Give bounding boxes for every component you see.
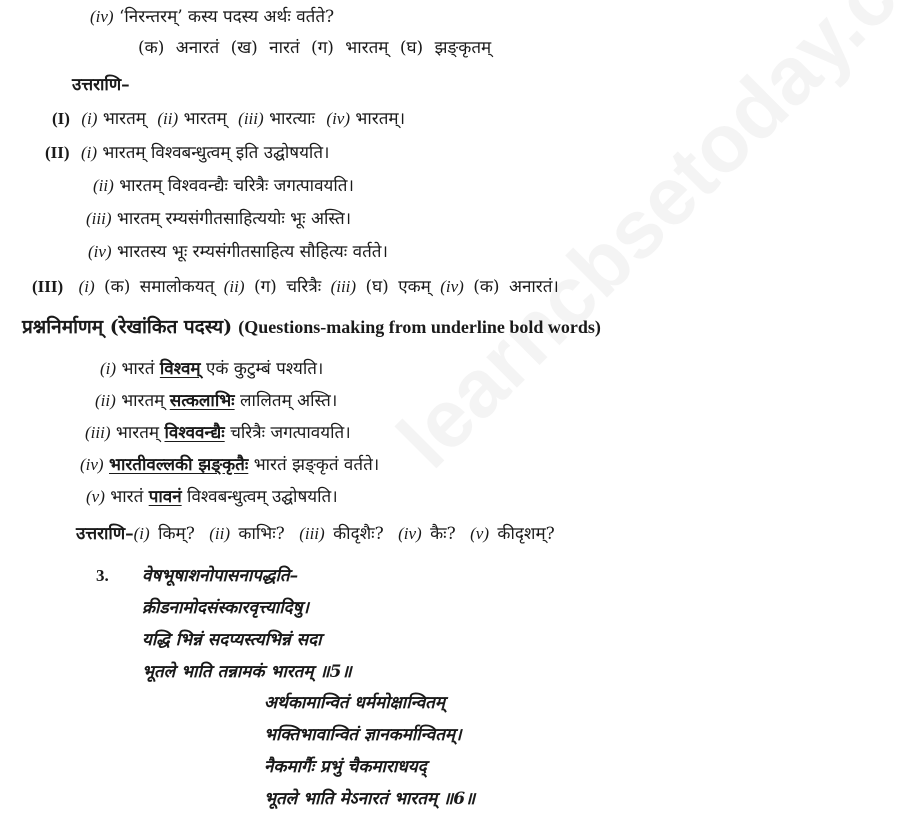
answer-group-I (52, 108, 405, 130)
section-title-hindi: प्रश्ननिर्माणम् (रेखांकित पदस्य) (22, 316, 233, 338)
question-number: (iv) (90, 7, 114, 26)
qm-item (95, 390, 337, 412)
item-text: (क) समालोकयत् (104, 277, 215, 297)
verse-line: वेषभूषाशनोपासनापद्धति– (142, 566, 299, 586)
answer-line (88, 241, 388, 263)
group-number: (II) (45, 143, 70, 162)
item-text: भारतम् (183, 109, 227, 129)
item-pre: भारतम् (121, 391, 165, 411)
underlined-word: सत्कलाभिः (169, 391, 235, 411)
item-number: (i) (81, 109, 98, 128)
item-number: (i) (100, 359, 117, 378)
item-text: कैः? (430, 524, 456, 544)
underlined-word: भारतीवल्लकी झङ्कृतैः (109, 455, 249, 475)
item-number: (ii) (223, 277, 245, 296)
item-post: भारतं झङ्कृतं वर्तते। (253, 455, 380, 475)
item-text: भारतम् (102, 109, 146, 129)
item-number: (ii) (209, 524, 231, 543)
item-number: (iv) (80, 455, 104, 474)
answer-line (93, 175, 354, 197)
verse-line: भूतले भाति तन्नामकं भारतम् ॥5॥ (142, 662, 352, 682)
qm-item (85, 422, 351, 444)
verse-line: क्रीडनामोदसंस्कारवृत्त्यादिषु। (142, 598, 309, 618)
section-title-english: (Questions-making from underline bold words) (238, 317, 601, 337)
item-text: काभिः? (238, 524, 285, 544)
item-number: (iii) (299, 524, 325, 543)
group-number: (III) (32, 277, 64, 296)
item-pre: भारतं (110, 487, 144, 507)
item-number: (i) (78, 277, 95, 296)
item-number: (v) (470, 524, 490, 543)
item-number: (iii) (330, 277, 357, 296)
item-text: भारतम् रम्यसंगीतसाहित्ययोः भूः अस्ति। (116, 209, 352, 229)
item-number: (iii) (85, 423, 111, 442)
answer-group-II (45, 142, 329, 164)
qm-item (86, 486, 338, 508)
item-number: (iv) (398, 524, 422, 543)
item-text: भारतम् विश्ववन्द्यैः चरित्रैः जगत्पावयति। (119, 176, 354, 196)
qm-item (80, 454, 379, 476)
underlined-word: विश्वम् (159, 359, 201, 379)
verse-line: अर्थकामान्वितं धर्ममोक्षान्वितम् (264, 693, 446, 713)
item-text: (ग) चरित्रैः (253, 277, 322, 297)
item-text: भारत्याः (269, 109, 315, 129)
item-text: कीदृशम्? (497, 524, 555, 544)
item-number: (iv) (326, 109, 350, 128)
group-number: (I) (52, 109, 70, 128)
item-number: (i) (133, 524, 150, 543)
question-options: (क) अनारतं (ख) नारतं (ग) भारतम् (घ) झङ्कृतम् (138, 38, 492, 58)
item-number: (ii) (95, 391, 116, 410)
underlined-word: विश्ववन्द्यैः (164, 423, 225, 443)
item-number: (iv) (88, 242, 112, 261)
section-heading (22, 316, 601, 338)
item-text: भारतम्। (355, 109, 406, 129)
item-number: (iii) (238, 109, 264, 128)
verse-line: भूतले भाति मेऽनारतं भारतम् ॥6॥ (264, 789, 476, 809)
qm-answers (76, 523, 555, 545)
verse-line: यद्धि भिन्नं सदप्यस्त्यभिन्नं सदा (142, 630, 322, 650)
underlined-word: पावनं (148, 487, 182, 507)
item-text: (घ) एकम् (365, 277, 431, 297)
verse-number: 3. (96, 566, 109, 585)
item-number: (iii) (86, 209, 112, 228)
item-post: चरित्रैः जगत्पावयति। (230, 423, 351, 443)
verse-line: नैकमार्गैः प्रभुं चैकमाराधयद् (264, 757, 427, 777)
watermark (380, 0, 898, 486)
item-number: (iv) (440, 277, 464, 296)
item-number: (ii) (93, 176, 114, 195)
item-post: लालितम् अस्ति। (240, 391, 338, 411)
item-text: भारतम् विश्वबन्धुत्वम् इति उद्घोषयति। (102, 143, 330, 163)
question-text: ‘निरन्तरम्’ कस्य पदस्य अर्थः वर्तते? (119, 7, 335, 27)
answer-line (86, 208, 351, 230)
item-text: भारतस्य भूः रम्यसंगीतसाहित्य सौहित्यः वर्तते। (117, 242, 388, 262)
item-pre: भारतम् (115, 423, 160, 443)
qm-item (100, 358, 323, 380)
verse-line: भक्तिभावान्वितं ज्ञानकर्मान्वितम्। (264, 725, 462, 745)
item-pre: भारतं (121, 359, 155, 379)
item-number: (v) (86, 487, 105, 506)
item-post: एकं कुटुम्बं पश्यति। (205, 359, 324, 379)
answers-heading: उत्तराणि– (72, 75, 130, 95)
item-post: विश्वबन्धुत्वम् उद्घोषयति। (187, 487, 338, 507)
answer-group-III (32, 276, 559, 298)
item-text: किम्? (158, 524, 195, 544)
item-number: (i) (80, 143, 98, 162)
item-text: (क) अनारतं। (473, 277, 559, 297)
item-text: कीदृशैः? (333, 524, 384, 544)
item-number: (ii) (157, 109, 179, 128)
answers-heading: उत्तराणि– (76, 524, 134, 544)
question-iv (90, 6, 334, 28)
